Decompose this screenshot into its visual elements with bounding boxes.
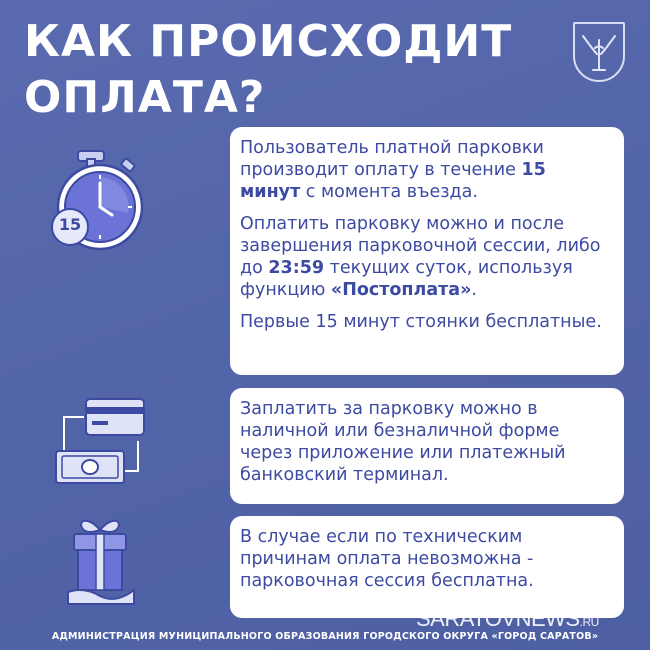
stopwatch-number: 15 (58, 215, 82, 234)
card1-paragraph-1: Пользователь платной парковки производит оплату в течение 15 минут с момента въезда. (240, 138, 546, 202)
footer-text: АДМИНИСТРАЦИЯ МУНИЦИПАЛЬНОГО ОБРАЗОВАНИЯ ГОРОДСКОГО ОКРУГА «ГОРОД САРАТОВ» (51, 631, 599, 642)
stopwatch-icon (40, 145, 160, 255)
info-card-technical-issues (230, 516, 624, 618)
coat-of-arms-icon (573, 22, 625, 82)
payment-cards-icon (50, 395, 155, 490)
card1-paragraph-2: Оплатить парковку можно и после завершения парковочной сессии, либо до 23:59 текущих суток, используя функцию «Постоплата». (240, 214, 601, 300)
info-card-payment-timing (230, 127, 624, 375)
gift-hand-icon (60, 510, 140, 610)
info-card-payment-methods (230, 388, 624, 504)
card1-paragraph-3: Первые 15 минут стоянки бесплатные. (240, 312, 602, 332)
title-line-2: ОПЛАТА? (24, 72, 266, 123)
card3-text: В случае если по техническим причинам оплата невозможна - парковочная сессия бесплатна. (240, 527, 534, 591)
page-title (24, 14, 512, 126)
card2-text: Заплатить за парковку можно в наличной или безналичной форме через приложение или платежный банковский терминал. (240, 399, 566, 485)
watermark: SARATOVNEWS.RU (416, 606, 599, 631)
title-line-1: КАК ПРОИСХОДИТ (24, 16, 513, 67)
